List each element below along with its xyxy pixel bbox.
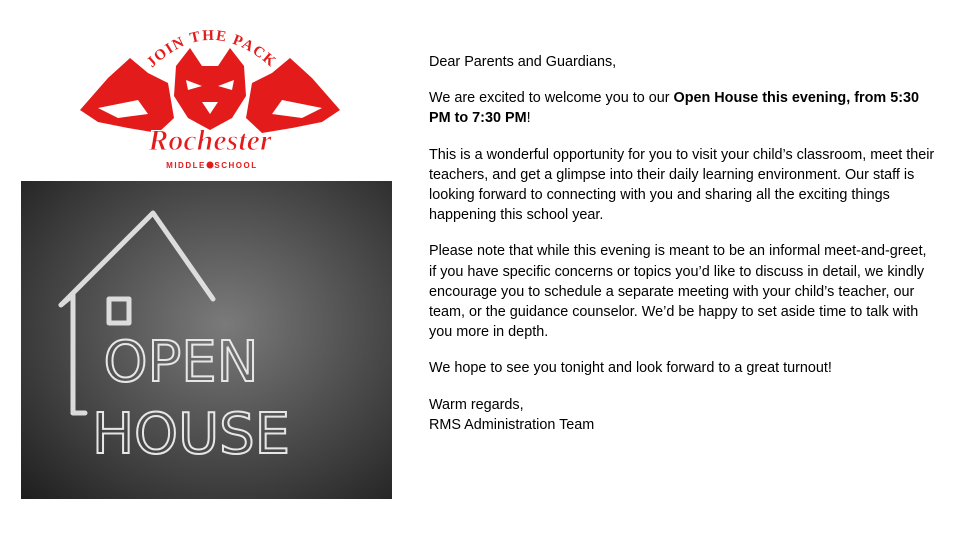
letter-body xyxy=(429,52,937,435)
image-text-open: OPEN xyxy=(103,330,259,395)
logo-school-name: Rochester xyxy=(148,124,272,157)
open-house-image xyxy=(21,181,392,499)
chalk-house-icon xyxy=(21,181,392,499)
letter-closing: Warm regards, xyxy=(429,396,524,413)
logo-arc-text: JOIN THE PACK xyxy=(143,27,280,71)
letter-paragraph-3: Please note that while this evening is meant to be an informal meet-and-greet, if you have specific concerns or topics you’d like to discuss in detail, we kindly encourage you to schedule a separate meeting with your child’s teacher, our team, or the guidance counselor. We’d be happy to set aside time to talk with you more in depth. xyxy=(429,243,927,341)
school-logo xyxy=(78,18,342,174)
wolf-pack-logo-icon xyxy=(78,18,342,174)
event-time-highlight: Open House this evening, from 5:30 PM to 7:30 PM xyxy=(429,90,919,127)
image-text-house: HOUSE xyxy=(91,402,291,467)
letter-paragraph-4: We hope to see you tonight and look forward to a great turnout! xyxy=(429,360,832,377)
letter-paragraph-2: This is a wonderful opportunity for you to visit your child’s classroom, meet their teachers, and get a glimpse into their daily learning environment. Our staff is looking forward to connecting with you and sharing all the exciting things happening this school year. xyxy=(429,146,935,224)
letter-paragraph-1: We are excited to welcome you to our Open House this evening, from 5:30 PM to 7:30 PM! xyxy=(429,90,919,127)
logo-subtitle-school: SCHOOL xyxy=(214,161,258,170)
letter-signature: RMS Administration Team xyxy=(429,416,595,433)
letter-greeting: Dear Parents and Guardians, xyxy=(429,54,617,70)
logo-subtitle-middle: MIDDLE xyxy=(166,161,206,170)
paw-icon xyxy=(207,162,214,169)
